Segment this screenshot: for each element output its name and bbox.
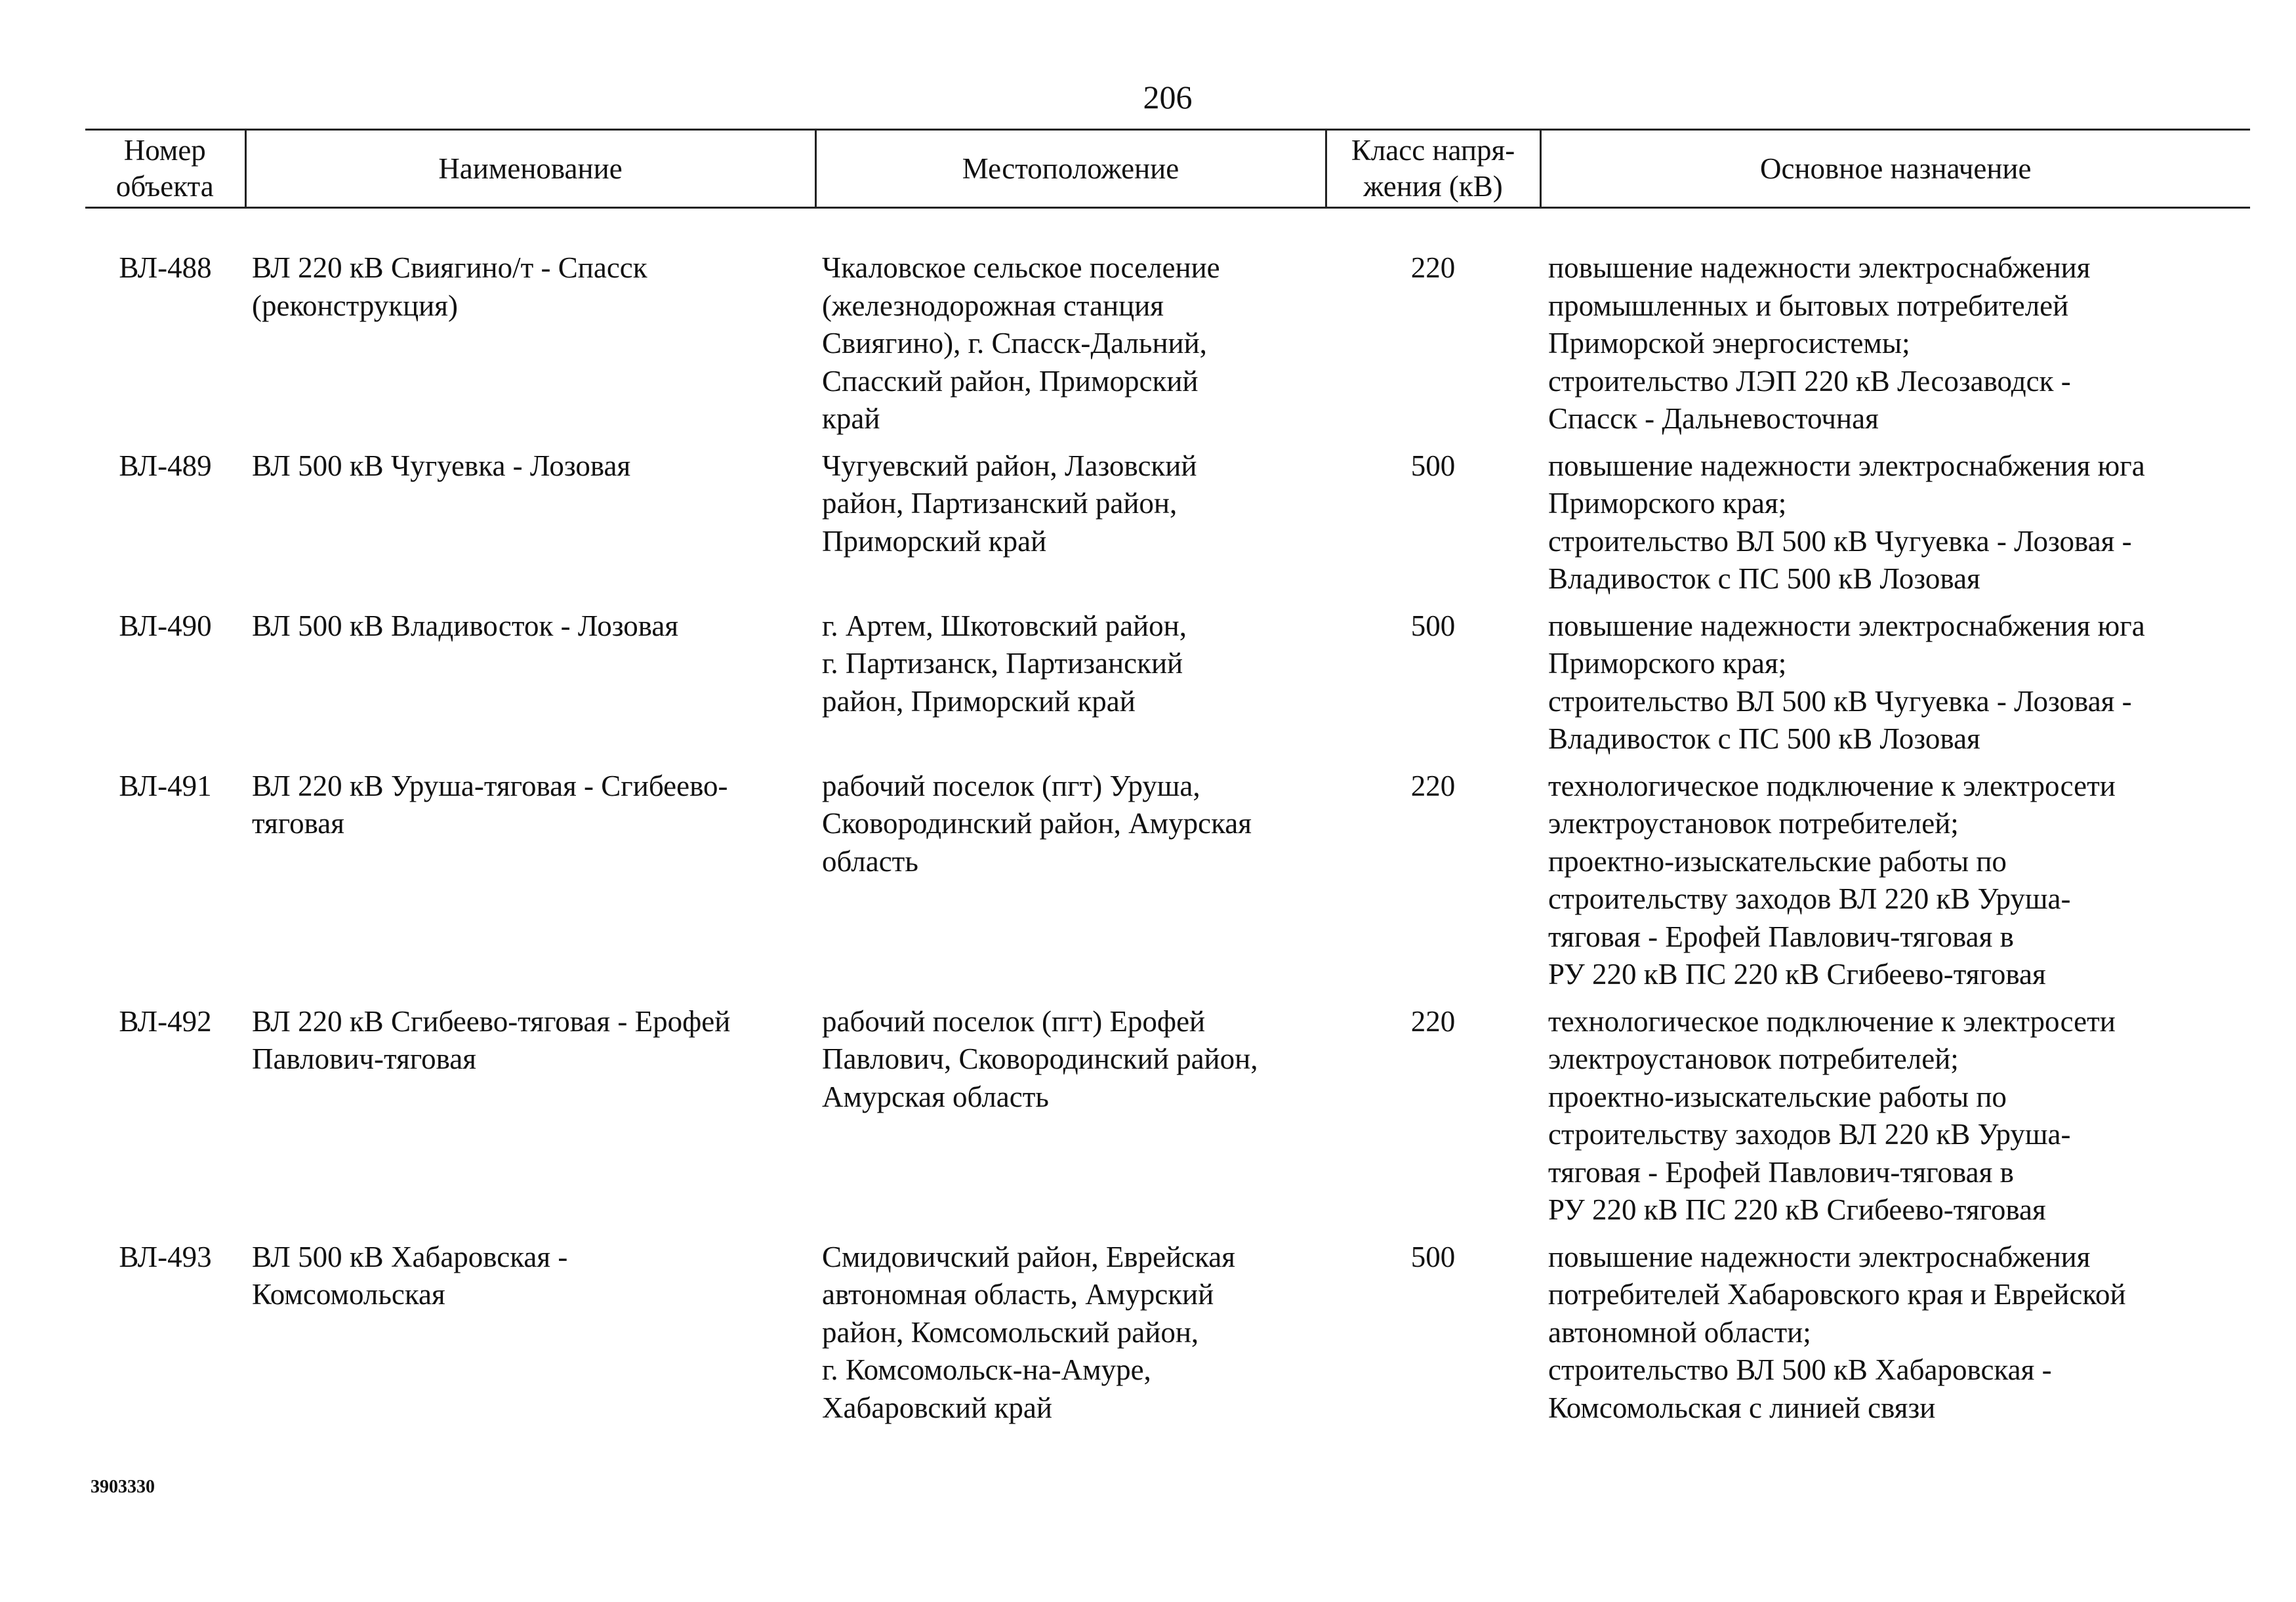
- table-row: [85, 1239, 2250, 1437]
- table-row: [85, 447, 2250, 607]
- header-location: Местоположение: [815, 130, 1326, 208]
- cell-location: Смидовичский район, Еврейская автономная область, Амурский район, Комсомольский район, г. Комсомольск-на-Амуре, Хабаровский край: [822, 1240, 1235, 1424]
- cell-number: ВЛ-491: [119, 769, 212, 802]
- cell-voltage: 220: [1410, 1004, 1456, 1038]
- table-row: [85, 249, 2250, 447]
- objects-table-container: [85, 129, 2250, 1436]
- table-row: [85, 768, 2250, 1003]
- cell-voltage: 500: [1410, 449, 1456, 482]
- cell-purpose: технологическое подключение к электросети электроустановок потребителей; проектно-изыскательские работы по строительству заходов ВЛ 220 кВ Уруша- тяговая - Ерофей Павлович-тяговая в РУ 220 кВ ПС 220 кВ Сгибеево-тяговая: [1548, 1004, 2116, 1226]
- table-header: [85, 130, 2250, 208]
- objects-table: [85, 129, 2250, 1436]
- document-code: 3903330: [91, 1477, 155, 1497]
- page-number: 206: [1143, 79, 1193, 115]
- cell-name: ВЛ 500 кВ Владивосток - Лозовая: [252, 609, 679, 642]
- cell-voltage: 500: [1410, 609, 1456, 642]
- cell-purpose: повышение надежности электроснабжения юга Приморского края; строительство ВЛ 500 кВ Чугуевка - Лозовая - Владивосток с ПС 500 кВ Лозовая: [1548, 609, 2145, 755]
- cell-name: ВЛ 500 кВ Хабаровская - Комсомольская: [252, 1240, 568, 1311]
- cell-location: Чкаловское сельское поселение (железнодорожная станция Свиягино), г. Спасск-Дальний, Спасский район, Приморский край: [822, 251, 1220, 435]
- cell-location: рабочий поселок (пгт) Уруша, Сковородинский район, Амурская область: [822, 769, 1252, 878]
- cell-purpose: повышение надежности электроснабжения потребителей Хабаровского края и Еврейской автономной области; строительство ВЛ 500 кВ Хабаровская - Комсомольская с линией связи: [1548, 1240, 2126, 1424]
- cell-number: ВЛ-493: [119, 1240, 212, 1273]
- cell-purpose: повышение надежности электроснабжения юга Приморского края; строительство ВЛ 500 кВ Чугуевка - Лозовая - Владивосток с ПС 500 кВ Лозовая: [1548, 449, 2145, 595]
- cell-number: ВЛ-488: [119, 251, 212, 284]
- header-voltage: Класс напря- жения (кВ): [1326, 130, 1540, 208]
- cell-name: ВЛ 220 кВ Уруша-тяговая - Сгибеево- тяговая: [252, 769, 728, 840]
- cell-purpose: технологическое подключение к электросети электроустановок потребителей; проектно-изыскательские работы по строительству заходов ВЛ 220 кВ Уруша- тяговая - Ерофей Павлович-тяговая в РУ 220 кВ ПС 220 кВ Сгибеево-тяговая: [1548, 769, 2116, 991]
- cell-location: рабочий поселок (пгт) Ерофей Павлович, Сковородинский район, Амурская область: [822, 1004, 1258, 1113]
- header-name: Наименование: [245, 130, 815, 208]
- cell-location: Чугуевский район, Лазовский район, Партизанский район, Приморский край: [822, 449, 1197, 558]
- cell-number: ВЛ-492: [119, 1004, 212, 1038]
- cell-number: ВЛ-490: [119, 609, 212, 642]
- header-purpose: Основное назначение: [1540, 130, 2250, 208]
- cell-name: ВЛ 500 кВ Чугуевка - Лозовая: [252, 449, 631, 482]
- table-spacer: [85, 208, 2250, 250]
- cell-voltage: 500: [1410, 1240, 1456, 1273]
- cell-location: г. Артем, Шкотовский район, г. Партизанск, Партизанский район, Приморский край: [822, 609, 1187, 718]
- cell-name: ВЛ 220 кВ Сгибеево-тяговая - Ерофей Павлович-тяговая: [252, 1004, 731, 1075]
- header-number: Номер объекта: [85, 130, 245, 208]
- cell-purpose: повышение надежности электроснабжения промышленных и бытовых потребителей Приморской энергосистемы; строительство ЛЭП 220 кВ Лесозаводск - Спасск - Дальневосточная: [1548, 251, 2091, 435]
- cell-voltage: 220: [1410, 251, 1456, 284]
- cell-name: ВЛ 220 кВ Свиягино/т - Спасск (реконструкция): [252, 251, 647, 322]
- spacer-cell: [85, 208, 2250, 250]
- cell-number: ВЛ-489: [119, 449, 212, 482]
- header-row: [85, 130, 2250, 208]
- table-row: [85, 607, 2250, 768]
- table-row: [85, 1003, 2250, 1239]
- cell-voltage: 220: [1410, 769, 1456, 802]
- table-body: [85, 208, 2250, 1437]
